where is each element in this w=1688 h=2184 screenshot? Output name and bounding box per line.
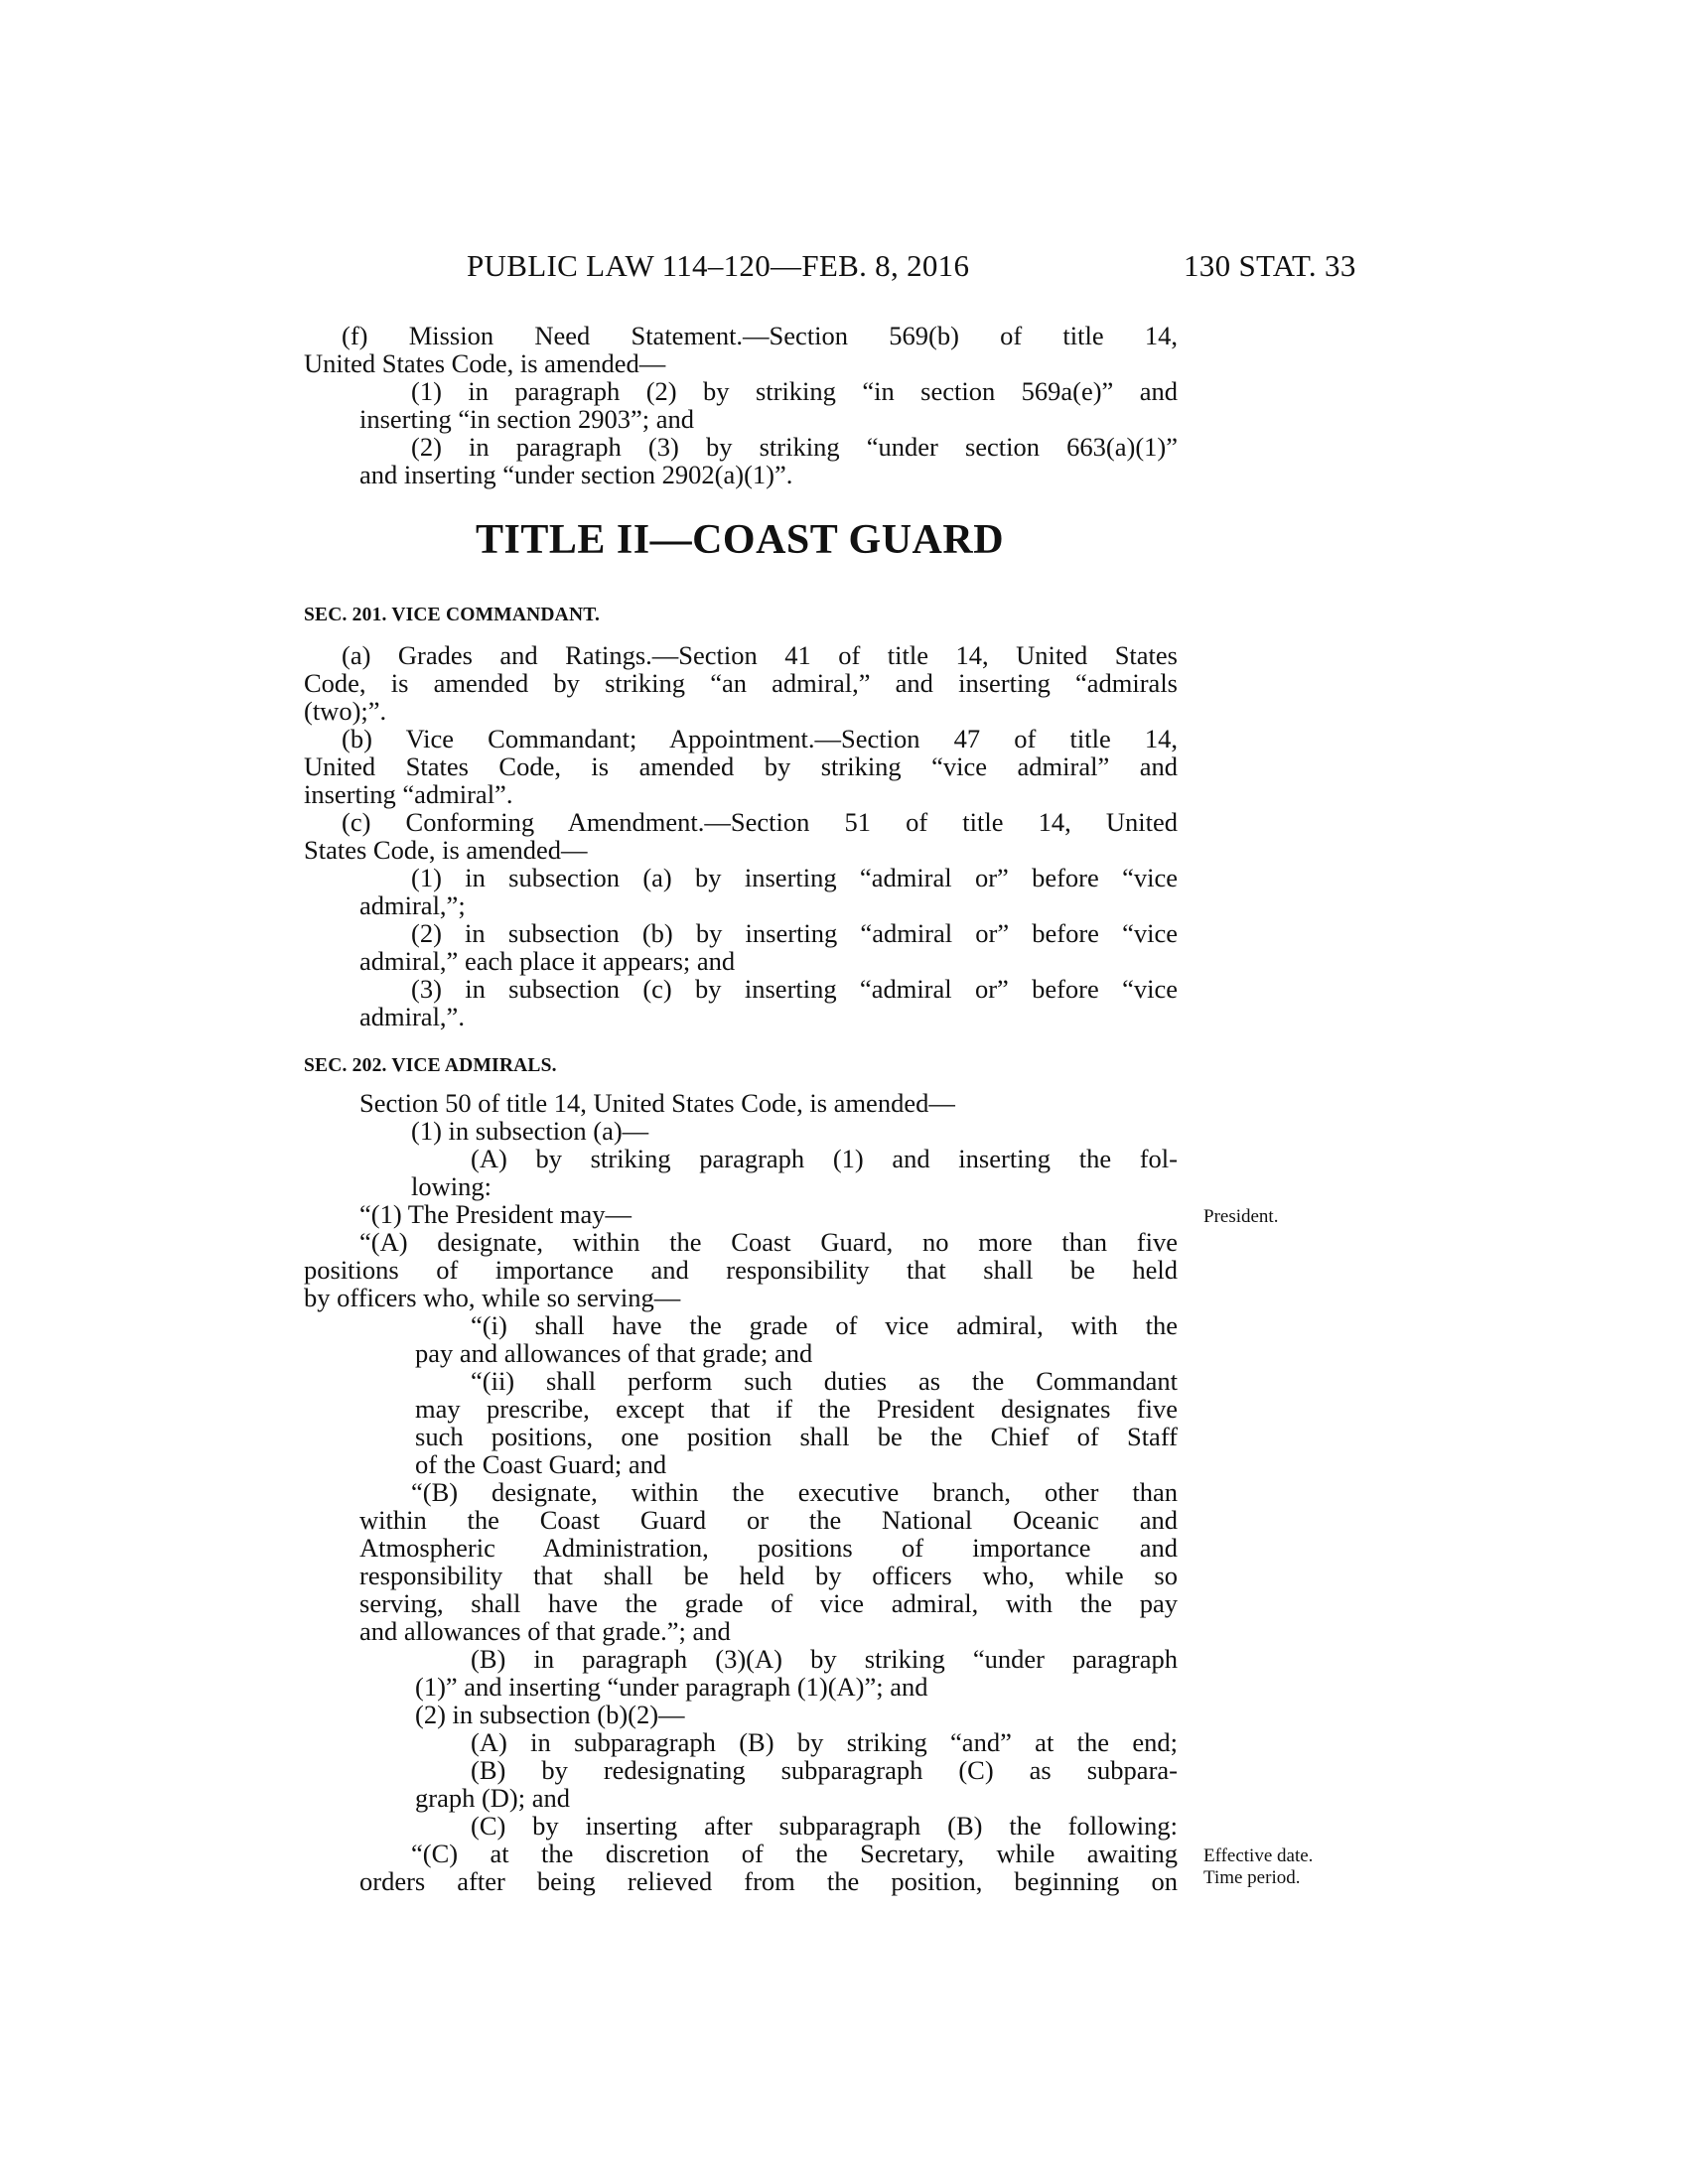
section-heading: SEC. 201. VICE COMMANDANT. — [304, 605, 601, 625]
body-line: orders after being relieved from the position, beginning on — [359, 1866, 1178, 1896]
body-line: admiral,”. — [359, 1002, 465, 1031]
body-line: Atmospheric Administration, positions of importance and — [359, 1533, 1178, 1563]
body-line: “(ii) shall perform such duties as the Commandant — [471, 1366, 1178, 1396]
section-heading: SEC. 202. VICE ADMIRALS. — [304, 1055, 557, 1076]
body-line: and allowances of that grade.”; and — [359, 1616, 731, 1646]
body-line: United States Code, is amended by striking “vice admiral” and — [304, 751, 1178, 781]
body-line: pay and allowances of that grade; and — [415, 1338, 813, 1368]
title-heading: TITLE II—COAST GUARD — [476, 517, 1005, 563]
body-line: responsibility that shall be held by officers who, while so — [359, 1561, 1178, 1590]
body-line: “(i) shall have the grade of vice admiral, with the — [471, 1310, 1178, 1340]
body-line: (a) Grades and Ratings.—Section 41 of title 14, United States — [342, 640, 1178, 670]
body-line: Section 50 of title 14, United States Code, is amended— — [359, 1088, 955, 1118]
body-line: (1)” and inserting “under paragraph (1)(A)”; and — [415, 1672, 928, 1702]
margin-note: President. — [1203, 1206, 1279, 1227]
body-line: (two);”. — [304, 696, 387, 726]
body-line: of the Coast Guard; and — [415, 1449, 667, 1479]
body-line: admiral,” each place it appears; and — [359, 946, 736, 976]
body-line: (b) Vice Commandant; Appointment.—Section 47 of title 14, — [342, 724, 1178, 753]
body-line: (c) Conforming Amendment.—Section 51 of title 14, United — [342, 807, 1178, 837]
body-line: serving, shall have the grade of vice admiral, with the pay — [359, 1588, 1178, 1618]
body-line: and inserting “under section 2902(a)(1)”. — [359, 460, 793, 489]
body-line: (1) in subsection (a)— — [411, 1116, 649, 1146]
body-line: inserting “admiral”. — [304, 779, 513, 809]
body-line: (3) in subsection (c) by inserting “admiral or” before “vice — [411, 974, 1178, 1004]
body-line: positions of importance and responsibility that shall be held — [304, 1255, 1178, 1285]
body-line: within the Coast Guard or the National Oceanic and — [359, 1505, 1178, 1535]
body-line: “(C) at the discretion of the Secretary, while awaiting — [411, 1839, 1178, 1868]
body-line: graph (D); and — [415, 1783, 570, 1813]
body-line: “(1) The President may— — [359, 1199, 633, 1229]
margin-note: Effective date. — [1203, 1845, 1314, 1866]
body-line: admiral,”; — [359, 890, 466, 920]
body-line: Code, is amended by striking “an admiral,” and inserting “admirals — [304, 668, 1178, 698]
body-line: “(B) designate, within the executive branch, other than — [411, 1477, 1178, 1507]
page-number: 130 STAT. 33 — [1184, 248, 1356, 283]
body-line: (1) in subsection (a) by inserting “admiral or” before “vice — [411, 863, 1178, 892]
body-line: (A) by striking paragraph (1) and inserting the fol- — [471, 1144, 1178, 1173]
body-line: (B) by redesignating subparagraph (C) as subpara- — [471, 1755, 1178, 1785]
body-line: (1) in paragraph (2) by striking “in section 569a(e)” and — [411, 376, 1178, 406]
body-line: (2) in paragraph (3) by striking “under section 663(a)(1)” — [411, 432, 1178, 462]
body-line: (2) in subsection (b)(2)— — [415, 1700, 685, 1729]
body-line: “(A) designate, within the Coast Guard, no more than five — [359, 1227, 1178, 1257]
body-line: (A) in subparagraph (B) by striking “and” at the end; — [471, 1727, 1178, 1757]
margin-note: Time period. — [1203, 1867, 1301, 1888]
body-line: (C) by inserting after subparagraph (B) the following: — [471, 1811, 1178, 1841]
body-line: by officers who, while so serving— — [304, 1283, 681, 1312]
running-header-left: PUBLIC LAW 114–120—FEB. 8, 2016 — [467, 248, 970, 283]
body-line: (f) Mission Need Statement.—Section 569(b) of title 14, — [342, 321, 1178, 350]
body-line: (B) in paragraph (3)(A) by striking “under paragraph — [471, 1644, 1178, 1674]
body-line: States Code, is amended— — [304, 835, 588, 865]
body-line: may prescribe, except that if the President designates five — [415, 1394, 1178, 1424]
body-line: such positions, one position shall be the Chief of Staff — [415, 1422, 1178, 1451]
body-line: United States Code, is amended— — [304, 348, 666, 378]
body-line: (2) in subsection (b) by inserting “admiral or” before “vice — [411, 918, 1178, 948]
body-line: inserting “in section 2903”; and — [359, 404, 695, 434]
body-line: lowing: — [411, 1171, 492, 1201]
